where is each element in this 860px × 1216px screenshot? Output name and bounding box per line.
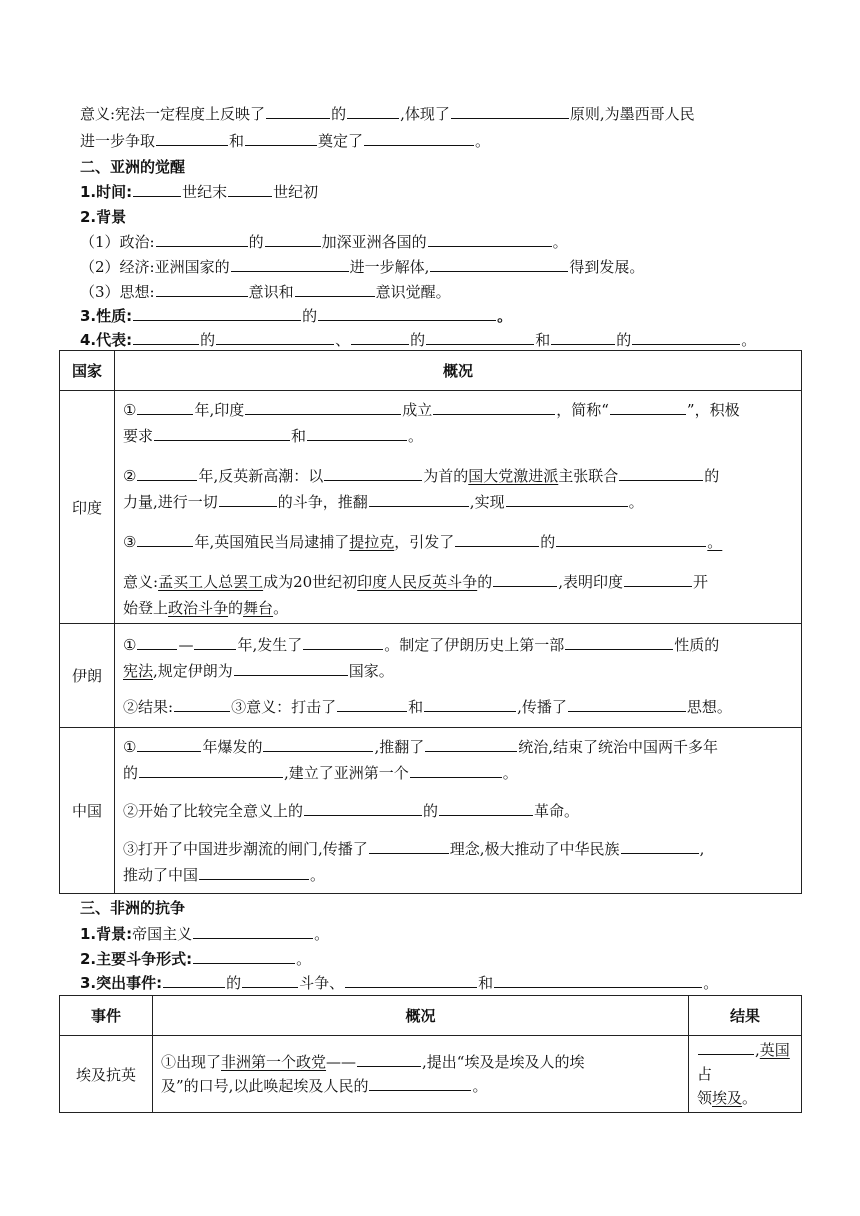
text: ,传播了 xyxy=(517,697,567,716)
blank[interactable] xyxy=(133,330,199,345)
blank[interactable] xyxy=(156,131,228,146)
text: 世纪初 xyxy=(273,183,319,201)
blank[interactable] xyxy=(303,635,383,650)
text: ,建立了亚洲第一个 xyxy=(284,763,409,782)
text: 。 xyxy=(497,307,513,325)
text: 始登上 xyxy=(123,599,169,617)
india-p2 xyxy=(123,463,793,515)
text: 统治,结束了统治中国两千多年 xyxy=(518,737,719,756)
blank[interactable] xyxy=(632,330,740,345)
blank[interactable] xyxy=(433,400,555,415)
text: 成为20世纪初 xyxy=(263,573,358,591)
text: 主张联合 xyxy=(558,467,619,485)
blank[interactable] xyxy=(624,572,692,587)
text: 的 xyxy=(331,105,347,123)
blank[interactable] xyxy=(245,400,401,415)
underlined-text: 印度人民反英斗争 xyxy=(357,573,478,591)
underlined-text: 国大党激进派 xyxy=(468,467,559,485)
blank[interactable] xyxy=(351,330,409,345)
blank[interactable] xyxy=(318,306,496,321)
blank[interactable] xyxy=(364,131,474,146)
text: 和 xyxy=(291,427,307,445)
label: 3.性质: xyxy=(80,307,133,325)
text: 。 xyxy=(707,533,723,551)
text: ②开始了比较完全意义上的 xyxy=(123,801,304,820)
blank[interactable] xyxy=(228,182,272,197)
text: 年,反英新高潮：以 xyxy=(198,467,324,485)
text: 的 xyxy=(226,974,242,992)
text: （2）经济:亚洲国家的 xyxy=(80,258,230,276)
event-egypt: 埃及抗英 xyxy=(60,1036,153,1113)
text: 的 xyxy=(616,331,632,349)
politics-line xyxy=(80,232,568,252)
text: 占 xyxy=(697,1065,713,1083)
text: 世纪末 xyxy=(182,183,228,201)
text: ,推翻了 xyxy=(374,737,425,756)
africa-event-line xyxy=(80,973,718,993)
label: 1.时间: xyxy=(80,183,133,201)
text: ”，积极 xyxy=(686,401,740,419)
blank[interactable] xyxy=(425,737,517,752)
blank[interactable] xyxy=(610,400,686,415)
underlined-text: 政治斗争 xyxy=(168,599,229,617)
text: 。 xyxy=(310,865,326,884)
text: 和 xyxy=(229,132,245,150)
blank[interactable] xyxy=(410,763,502,778)
text: 的 xyxy=(123,763,139,782)
text: ,提出“埃及是埃及人的埃 xyxy=(422,1053,585,1071)
text: ③ xyxy=(123,533,137,551)
blank[interactable] xyxy=(193,949,295,964)
underlined-text: 宪法 xyxy=(123,661,154,680)
text: 。 xyxy=(273,599,289,617)
egypt-overview xyxy=(153,1036,689,1113)
text: 。 xyxy=(472,1077,488,1095)
text: ,体现了 xyxy=(400,105,450,123)
blank[interactable] xyxy=(430,257,568,272)
blank[interactable] xyxy=(139,763,283,778)
text: 斗争、 xyxy=(299,974,345,992)
blank[interactable] xyxy=(137,400,193,415)
iran-p2 xyxy=(123,694,793,720)
text: 的 xyxy=(423,801,439,820)
text: ① xyxy=(123,401,137,419)
text: 和 xyxy=(535,331,551,349)
text: 力量,进行一切 xyxy=(123,493,218,511)
underlined-text: 提拉克 xyxy=(349,533,395,551)
text: 意识觉醒。 xyxy=(375,283,451,301)
text: 进一步争取 xyxy=(80,132,156,150)
text: 。 xyxy=(296,950,312,968)
country-iran: 伊朗 xyxy=(60,624,115,728)
text: 意识和 xyxy=(248,283,294,301)
text: 领 xyxy=(697,1089,713,1107)
text: ① xyxy=(123,737,137,756)
iran-overview xyxy=(115,624,802,728)
text: 进一步解体, xyxy=(349,258,430,276)
blank[interactable] xyxy=(231,257,349,272)
india-p3 xyxy=(123,529,793,555)
text: ③意义：打击了 xyxy=(231,697,337,716)
text: 的 xyxy=(228,599,244,617)
text: 性质的 xyxy=(674,635,720,654)
text: （3）思想: xyxy=(80,283,155,301)
underlined-text: 非洲第一个政党 xyxy=(221,1053,327,1071)
blank[interactable] xyxy=(324,466,422,481)
label: 4.代表: xyxy=(80,331,133,349)
underlined-text: 英国 xyxy=(759,1041,790,1059)
text: 的 xyxy=(410,331,426,349)
text: ② xyxy=(123,467,137,485)
header-event: 事件 xyxy=(60,996,153,1036)
text: 年,印度 xyxy=(194,401,245,419)
text: 。 xyxy=(475,132,491,150)
china-p2 xyxy=(123,798,793,824)
text: 。 xyxy=(552,233,568,251)
underlined-text: 埃及 xyxy=(712,1089,743,1107)
text: 的 xyxy=(248,233,264,251)
iran-p1 xyxy=(123,632,793,684)
blank[interactable] xyxy=(451,104,569,119)
background-heading: 2.背景 xyxy=(80,208,127,226)
blank[interactable] xyxy=(137,737,201,752)
text: 和 xyxy=(478,974,494,992)
country-china: 中国 xyxy=(60,728,115,894)
text: ,实现 xyxy=(469,493,505,511)
header-result: 结果 xyxy=(689,996,802,1036)
blank[interactable] xyxy=(156,232,248,247)
blank[interactable] xyxy=(426,330,534,345)
text: — xyxy=(178,635,194,654)
text: 。 xyxy=(741,331,757,349)
blank[interactable] xyxy=(357,1052,421,1067)
blank[interactable] xyxy=(439,801,533,816)
blank[interactable] xyxy=(234,661,348,676)
text: , xyxy=(699,839,705,858)
text: 得到发展。 xyxy=(569,258,645,276)
blank[interactable] xyxy=(369,1076,471,1091)
label: 1.背景: xyxy=(80,925,133,943)
header-country: 国家 xyxy=(60,351,115,391)
text: ②结果: xyxy=(123,697,174,716)
blank[interactable] xyxy=(266,104,330,119)
text: 的 xyxy=(704,467,720,485)
blank[interactable] xyxy=(245,131,317,146)
blank[interactable] xyxy=(304,801,422,816)
text: 。制定了伊朗历史上第一部 xyxy=(384,635,565,654)
china-p1 xyxy=(123,734,793,786)
label: 3.突出事件: xyxy=(80,974,163,992)
blank[interactable] xyxy=(493,572,557,587)
text: 年,英国殖民当局逮捕了 xyxy=(194,533,350,551)
text: 推动了中国 xyxy=(123,865,199,884)
text: 的斗争，推翻 xyxy=(277,493,368,511)
time-line xyxy=(80,182,318,202)
blank[interactable] xyxy=(263,737,373,752)
text: 年爆发的 xyxy=(202,737,263,756)
nature-line xyxy=(80,306,512,326)
text: ，引发了 xyxy=(394,533,455,551)
underlined-text: 舞台 xyxy=(243,599,274,617)
text: 。 xyxy=(742,1089,758,1107)
blank[interactable] xyxy=(369,839,449,854)
underlined-text: 孟买工人总罢工 xyxy=(158,573,264,591)
blank[interactable] xyxy=(194,635,236,650)
text: 成立 xyxy=(402,401,433,419)
blank[interactable] xyxy=(137,635,177,650)
india-overview xyxy=(115,391,802,624)
africa-table xyxy=(59,995,802,1113)
africa-bg-line xyxy=(80,924,329,944)
text: 原则,为墨西哥人民 xyxy=(569,105,695,123)
blank[interactable] xyxy=(428,232,552,247)
india-p4 xyxy=(123,569,793,621)
blank[interactable] xyxy=(621,839,699,854)
economy-line xyxy=(80,257,644,277)
meaning-line-2 xyxy=(80,131,490,151)
section-2-title: 二、亚洲的觉醒 xyxy=(80,158,186,176)
china-p3 xyxy=(123,836,793,888)
blank[interactable] xyxy=(307,426,407,441)
text: ,规定伊朗为 xyxy=(153,661,233,680)
india-p1 xyxy=(123,397,793,449)
text: 革命。 xyxy=(534,801,580,820)
text: 为首的 xyxy=(423,467,469,485)
text: 思想。 xyxy=(686,697,732,716)
text: 。 xyxy=(502,763,518,782)
text: 开 xyxy=(692,573,708,591)
text: —— xyxy=(326,1053,357,1071)
text: 帝国主义 xyxy=(132,925,193,943)
blank[interactable] xyxy=(347,104,399,119)
blank[interactable] xyxy=(156,282,248,297)
blank[interactable] xyxy=(242,973,298,988)
text: 。 xyxy=(408,427,424,445)
text: 意义: xyxy=(123,573,159,591)
blank[interactable] xyxy=(551,330,615,345)
blank[interactable] xyxy=(163,973,225,988)
text: ①出现了 xyxy=(161,1053,222,1071)
text: 和 xyxy=(408,697,424,716)
text: ，简称“ xyxy=(556,401,609,419)
blank[interactable] xyxy=(216,330,334,345)
blank[interactable] xyxy=(369,492,469,507)
blank[interactable] xyxy=(337,697,407,712)
text: , xyxy=(755,1041,760,1059)
representative-line xyxy=(80,330,756,350)
text: 理念,极大推动了中华民族 xyxy=(449,839,620,858)
blank[interactable] xyxy=(424,697,516,712)
blank[interactable] xyxy=(494,973,702,988)
blank[interactable] xyxy=(295,282,375,297)
text: 要求 xyxy=(123,427,154,445)
text: 及”的口号,以此唤起埃及人民的 xyxy=(161,1077,369,1095)
blank[interactable] xyxy=(568,697,686,712)
blank[interactable] xyxy=(154,426,290,441)
blank[interactable] xyxy=(698,1040,754,1055)
china-overview xyxy=(115,728,802,894)
text: 年,发生了 xyxy=(237,635,303,654)
text: （1）政治: xyxy=(80,233,155,251)
text: 。 xyxy=(628,493,644,511)
egypt-result xyxy=(689,1036,802,1113)
asia-table xyxy=(59,350,802,894)
blank[interactable] xyxy=(619,466,703,481)
text: 、 xyxy=(335,331,351,349)
text: 国家。 xyxy=(348,661,394,680)
country-india: 印度 xyxy=(60,391,115,624)
label: 2.主要斗争形式: xyxy=(80,950,193,968)
blank[interactable] xyxy=(199,865,309,880)
blank[interactable] xyxy=(193,924,313,939)
text: ① xyxy=(123,635,137,654)
blank[interactable] xyxy=(133,306,301,321)
text: 的 xyxy=(200,331,216,349)
blank[interactable] xyxy=(174,697,230,712)
blank[interactable] xyxy=(455,532,539,547)
text: 的 xyxy=(477,573,493,591)
text: ③打开了中国进步潮流的闸门,传播了 xyxy=(123,839,368,858)
text: 。 xyxy=(314,925,330,943)
text: 的 xyxy=(302,307,318,325)
blank[interactable] xyxy=(137,466,197,481)
text: 。 xyxy=(703,974,719,992)
meaning-line-1 xyxy=(80,104,695,124)
blank[interactable] xyxy=(219,492,277,507)
blank[interactable] xyxy=(133,182,181,197)
text: 加深亚洲各国的 xyxy=(321,233,427,251)
blank[interactable] xyxy=(345,973,477,988)
section-3-title: 三、非洲的抗争 xyxy=(80,899,186,917)
blank[interactable] xyxy=(506,492,628,507)
blank[interactable] xyxy=(265,232,321,247)
text: 的 xyxy=(540,533,556,551)
blank[interactable] xyxy=(565,635,673,650)
blank[interactable] xyxy=(137,532,193,547)
header-overview: 概况 xyxy=(115,351,802,391)
text: ,表明印度 xyxy=(558,573,623,591)
africa-form-line xyxy=(80,949,311,969)
blank[interactable] xyxy=(556,532,706,547)
header-overview: 概况 xyxy=(153,996,689,1036)
thought-line xyxy=(80,282,451,302)
text: 意义:宪法一定程度上反映了 xyxy=(80,105,266,123)
text: 奠定了 xyxy=(318,132,364,150)
